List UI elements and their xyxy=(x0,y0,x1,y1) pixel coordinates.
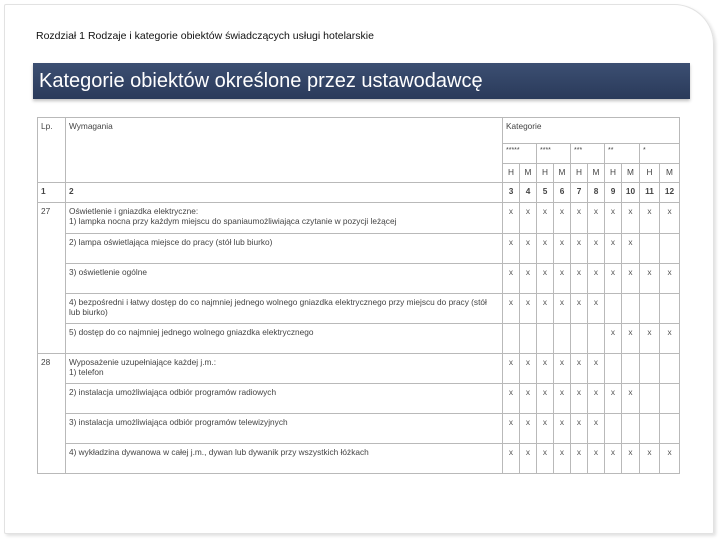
column-number: 2 xyxy=(66,183,503,203)
category-mark xyxy=(622,294,640,324)
category-mark xyxy=(640,384,660,414)
category-mark: x xyxy=(554,384,571,414)
category-mark: x xyxy=(605,203,622,234)
column-number: 3 xyxy=(503,183,520,203)
hm-label: H xyxy=(571,164,588,183)
category-stars: *** xyxy=(571,144,605,164)
category-mark: x xyxy=(660,264,680,294)
category-mark: x xyxy=(537,354,554,384)
row-requirement: 2) lampa oświetlająca miejsce do pracy (stół lub biurko) xyxy=(66,234,503,264)
category-mark xyxy=(640,294,660,324)
category-mark: x xyxy=(554,234,571,264)
table-row xyxy=(38,384,680,414)
column-number: 7 xyxy=(571,183,588,203)
category-mark: x xyxy=(520,414,537,444)
category-mark xyxy=(588,324,605,354)
category-mark xyxy=(605,294,622,324)
category-mark: x xyxy=(588,264,605,294)
row-requirement: 5) dostęp do co najmniej jednego wolnego gniazdka elektrycznego xyxy=(66,324,503,354)
category-mark: x xyxy=(605,264,622,294)
table-row xyxy=(38,444,680,474)
category-mark: x xyxy=(503,264,520,294)
category-mark: x xyxy=(605,384,622,414)
row-lp xyxy=(38,324,66,354)
table-row xyxy=(38,414,680,444)
hm-label: M xyxy=(622,164,640,183)
category-mark: x xyxy=(520,384,537,414)
hm-label: M xyxy=(588,164,605,183)
row-lp xyxy=(38,444,66,474)
row-requirement: Oświetlenie i gniazdka elektryczne: 1) lampka nocna przy każdym miejscu do spaniaumożliwiająca czytanie w pozycji leżącej xyxy=(66,203,503,234)
category-mark xyxy=(605,414,622,444)
category-stars: **** xyxy=(537,144,571,164)
row-requirement: 2) instalacja umożliwiająca odbiór programów radiowych xyxy=(66,384,503,414)
category-mark: x xyxy=(622,264,640,294)
category-mark: x xyxy=(503,234,520,264)
category-mark: x xyxy=(554,294,571,324)
category-mark: x xyxy=(605,234,622,264)
category-mark: x xyxy=(605,324,622,354)
category-mark: x xyxy=(588,384,605,414)
category-mark: x xyxy=(588,294,605,324)
category-mark: x xyxy=(503,444,520,474)
table-row xyxy=(38,234,680,264)
header-kategorie: Kategorie xyxy=(503,118,680,144)
category-stars: * xyxy=(640,144,680,164)
hm-label: M xyxy=(554,164,571,183)
category-mark xyxy=(537,324,554,354)
category-mark: x xyxy=(622,324,640,354)
category-mark: x xyxy=(605,444,622,474)
category-mark xyxy=(571,324,588,354)
requirements-table xyxy=(37,117,680,474)
category-mark: x xyxy=(571,264,588,294)
category-mark: x xyxy=(622,234,640,264)
category-mark: x xyxy=(588,234,605,264)
category-mark: x xyxy=(520,354,537,384)
category-mark: x xyxy=(588,414,605,444)
column-number: 6 xyxy=(554,183,571,203)
category-mark xyxy=(660,414,680,444)
row-lp: 27 xyxy=(38,203,66,234)
category-mark: x xyxy=(520,444,537,474)
row-lp xyxy=(38,384,66,414)
category-stars: ***** xyxy=(503,144,537,164)
chapter-title: Rozdział 1 Rodzaje i kategorie obiektów świadczących usługi hotelarskie xyxy=(36,30,374,42)
hm-label: M xyxy=(520,164,537,183)
category-mark: x xyxy=(537,384,554,414)
category-mark: x xyxy=(622,444,640,474)
category-mark xyxy=(640,414,660,444)
category-mark: x xyxy=(503,203,520,234)
category-mark: x xyxy=(588,354,605,384)
hm-label: H xyxy=(640,164,660,183)
category-mark: x xyxy=(588,203,605,234)
banner-title: Kategorie obiektów określone przez ustawodawcę xyxy=(33,63,690,99)
category-mark: x xyxy=(571,414,588,444)
category-mark: x xyxy=(622,203,640,234)
category-mark: x xyxy=(640,444,660,474)
category-stars: ** xyxy=(605,144,640,164)
category-mark xyxy=(640,234,660,264)
category-mark xyxy=(554,324,571,354)
category-mark: x xyxy=(554,354,571,384)
row-lp xyxy=(38,234,66,264)
category-mark: x xyxy=(571,384,588,414)
column-number: 11 xyxy=(640,183,660,203)
category-mark xyxy=(605,354,622,384)
category-mark: x xyxy=(571,294,588,324)
category-mark: x xyxy=(571,354,588,384)
row-lp xyxy=(38,264,66,294)
category-mark xyxy=(503,324,520,354)
header-wymagania: Wymagania xyxy=(66,118,503,183)
category-mark: x xyxy=(640,203,660,234)
row-lp xyxy=(38,294,66,324)
column-number: 12 xyxy=(660,183,680,203)
column-number: 10 xyxy=(622,183,640,203)
category-mark: x xyxy=(622,384,640,414)
category-mark: x xyxy=(503,384,520,414)
category-mark: x xyxy=(660,203,680,234)
hm-label: H xyxy=(537,164,554,183)
column-number: 5 xyxy=(537,183,554,203)
hm-label: M xyxy=(660,164,680,183)
row-requirement: 3) instalacja umożliwiająca odbiór programów telewizyjnych xyxy=(66,414,503,444)
row-requirement: 3) oświetlenie ogólne xyxy=(66,264,503,294)
category-mark: x xyxy=(660,444,680,474)
table-row xyxy=(38,354,680,384)
category-mark xyxy=(520,324,537,354)
column-number: 8 xyxy=(588,183,605,203)
category-mark: x xyxy=(537,444,554,474)
column-number: 4 xyxy=(520,183,537,203)
category-mark: x xyxy=(520,294,537,324)
category-mark: x xyxy=(571,444,588,474)
category-mark xyxy=(660,384,680,414)
category-mark: x xyxy=(537,234,554,264)
header-lp: Lp. xyxy=(38,118,66,183)
category-mark: x xyxy=(537,203,554,234)
category-mark: x xyxy=(503,354,520,384)
row-requirement: 4) bezpośredni i łatwy dostęp do co najmniej jednego wolnego gniazdka elektrycznego przy miejscu do pracy (stół lub biurko) xyxy=(66,294,503,324)
category-mark: x xyxy=(554,444,571,474)
table-row xyxy=(38,294,680,324)
category-mark: x xyxy=(588,444,605,474)
table-row xyxy=(38,264,680,294)
category-mark: x xyxy=(660,324,680,354)
category-mark: x xyxy=(640,264,660,294)
category-mark: x xyxy=(503,414,520,444)
category-mark xyxy=(660,294,680,324)
category-mark: x xyxy=(571,234,588,264)
category-mark: x xyxy=(520,203,537,234)
hm-label: H xyxy=(605,164,622,183)
category-mark xyxy=(660,354,680,384)
category-mark: x xyxy=(554,264,571,294)
category-mark: x xyxy=(537,264,554,294)
category-mark: x xyxy=(537,414,554,444)
row-requirement: Wyposażenie uzupełniające każdej j.m.: 1) telefon xyxy=(66,354,503,384)
row-lp: 28 xyxy=(38,354,66,384)
category-mark: x xyxy=(520,264,537,294)
column-number: 1 xyxy=(38,183,66,203)
category-mark xyxy=(660,234,680,264)
row-lp xyxy=(38,414,66,444)
category-mark: x xyxy=(520,234,537,264)
category-mark: x xyxy=(554,203,571,234)
category-mark: x xyxy=(537,294,554,324)
category-mark xyxy=(640,354,660,384)
hm-label: H xyxy=(503,164,520,183)
column-number: 9 xyxy=(605,183,622,203)
row-requirement: 4) wykładzina dywanowa w całej j.m., dywan lub dywanik przy wszystkich łóżkach xyxy=(66,444,503,474)
table-row xyxy=(38,324,680,354)
table-row xyxy=(38,203,680,234)
category-mark: x xyxy=(554,414,571,444)
category-mark: x xyxy=(571,203,588,234)
category-mark xyxy=(622,414,640,444)
category-mark xyxy=(622,354,640,384)
category-mark: x xyxy=(640,324,660,354)
category-mark: x xyxy=(503,294,520,324)
